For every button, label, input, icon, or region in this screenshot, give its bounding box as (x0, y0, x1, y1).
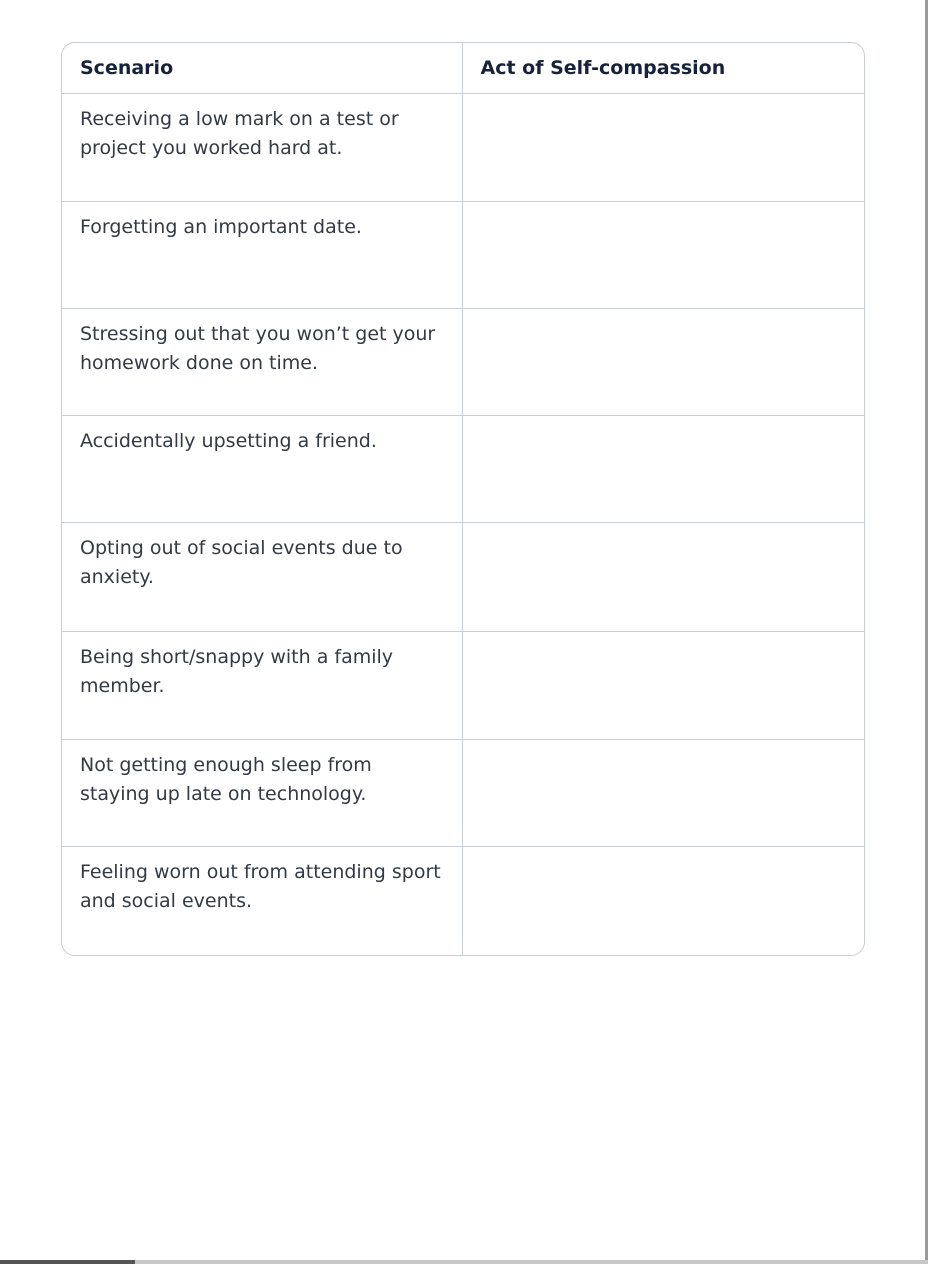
scenario-cell: Forgetting an important date. (62, 201, 462, 308)
response-cell[interactable] (462, 201, 864, 308)
response-cell[interactable] (462, 740, 864, 847)
table-header-row (62, 43, 864, 93)
self-compassion-table (62, 43, 864, 955)
scenario-cell: Not getting enough sleep from staying up late on technology. (62, 740, 462, 847)
scenario-cell: Stressing out that you won’t get your homework done on time. (62, 308, 462, 415)
table-row (62, 740, 864, 847)
table-row (62, 415, 864, 522)
next-page-edge-dark (0, 1260, 135, 1264)
header-scenario: Scenario (62, 43, 462, 93)
scenario-cell: Feeling worn out from attending sport and social events. (62, 847, 462, 955)
scenario-cell: Being short/snappy with a family member. (62, 632, 462, 740)
table-row (62, 847, 864, 955)
table-row (62, 522, 864, 631)
response-cell[interactable] (462, 847, 864, 955)
table-row (62, 632, 864, 740)
next-page-edge (0, 1260, 928, 1264)
worksheet-table-container (61, 42, 865, 956)
response-cell[interactable] (462, 308, 864, 415)
table-row (62, 308, 864, 415)
scenario-cell: Accidentally upsetting a friend. (62, 415, 462, 522)
response-cell[interactable] (462, 632, 864, 740)
table-row (62, 201, 864, 308)
header-act-of-self-compassion: Act of Self-compassion (462, 43, 864, 93)
response-cell[interactable] (462, 93, 864, 201)
table-row (62, 93, 864, 201)
response-cell[interactable] (462, 415, 864, 522)
scenario-cell: Opting out of social events due to anxiety. (62, 522, 462, 631)
response-cell[interactable] (462, 522, 864, 631)
scenario-cell: Receiving a low mark on a test or project you worked hard at. (62, 93, 462, 201)
